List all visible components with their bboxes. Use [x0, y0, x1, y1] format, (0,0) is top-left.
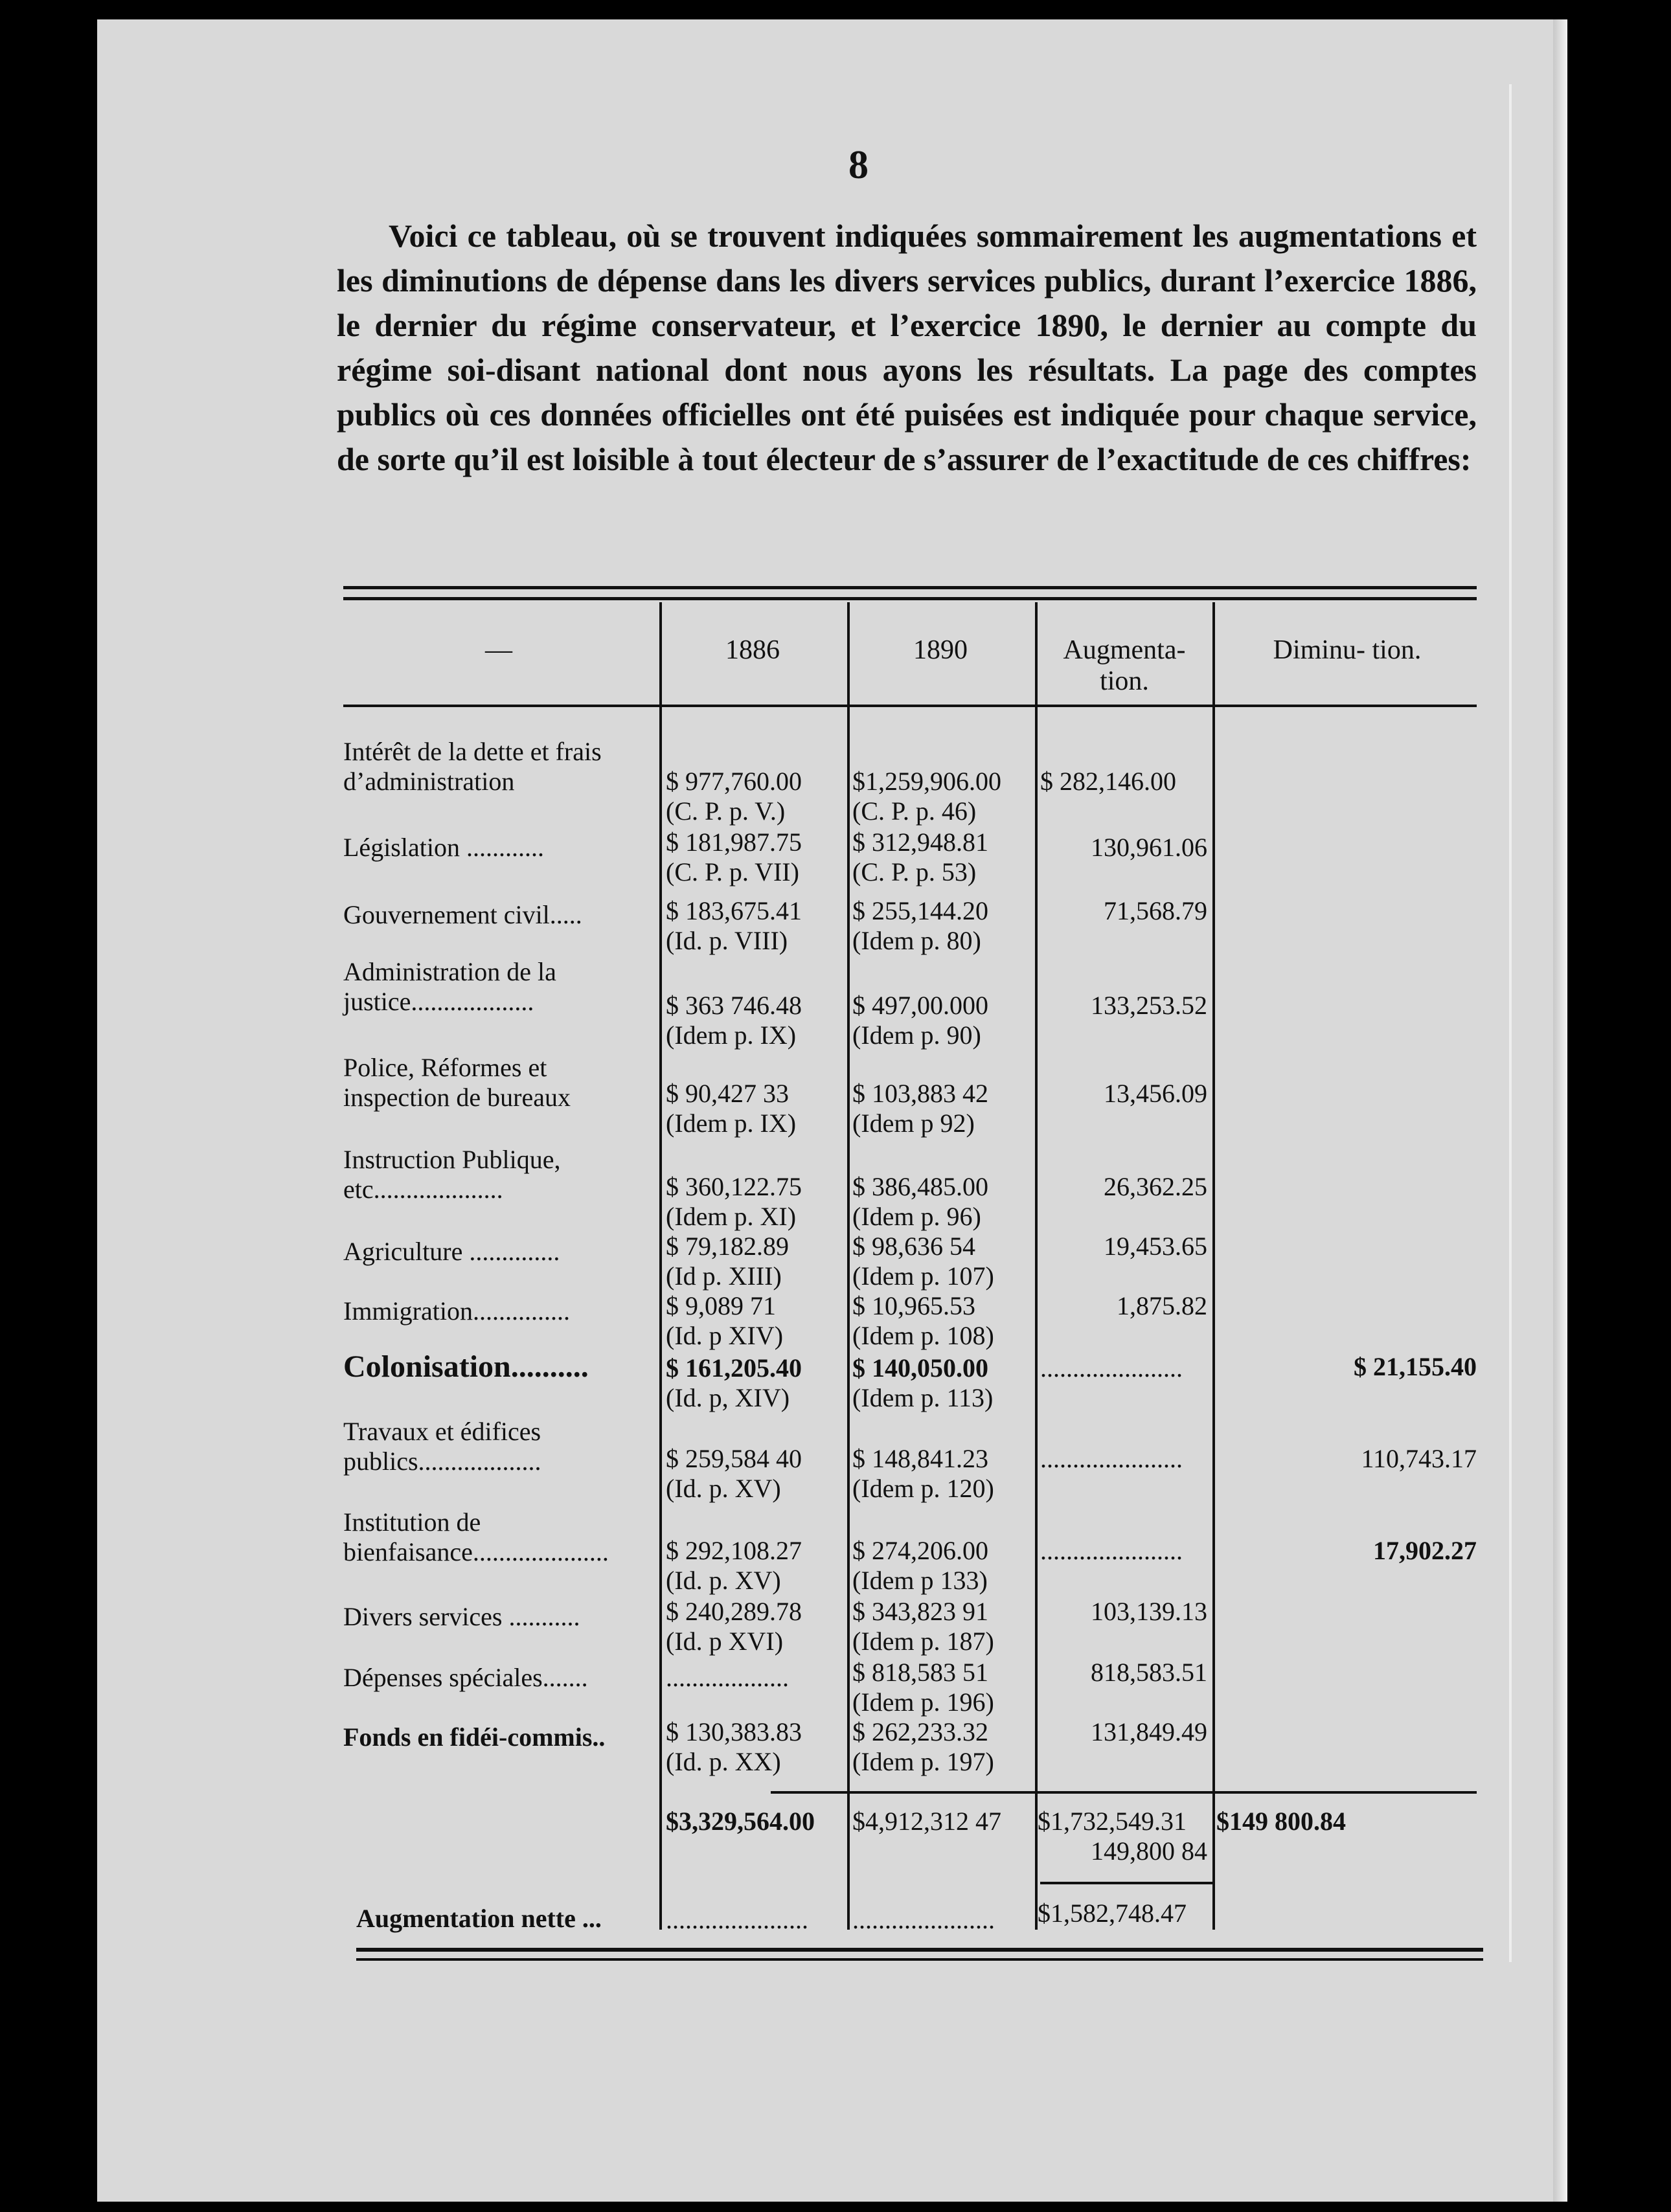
- cell-1890-ref: (Idem p. 96): [852, 1202, 981, 1231]
- cell-1890-ref: (Idem p 133): [852, 1566, 988, 1595]
- cell-1890-ref: (C. P. p. 46): [852, 796, 977, 826]
- cell-diminution: $ 21,155.40: [1354, 1352, 1477, 1381]
- total-1886: $3,329,564.00: [666, 1807, 815, 1836]
- row-label: Législation ............: [343, 833, 544, 862]
- cell-1886-ref: (Idem p. IX): [666, 1109, 797, 1138]
- cell-1886-ref: (Id. p. XX): [666, 1747, 781, 1776]
- cell-1886: $ 977,760.00: [666, 767, 802, 796]
- cell-augmentation: 131,849.49: [1091, 1717, 1207, 1746]
- cell-augmentation: 13,456.09: [1104, 1079, 1207, 1108]
- header-1890: 1890: [913, 635, 968, 665]
- column-divider: [659, 602, 662, 1930]
- cell-1886: $ 363 746.48: [666, 991, 802, 1020]
- cell-1886-ref: (Id. p. XV): [666, 1474, 781, 1503]
- cell-1886-ref: (C. P. p. VII): [666, 857, 799, 886]
- net-1886: ......................: [666, 1905, 808, 1934]
- cell-1890-ref: (Idem p. 90): [852, 1021, 981, 1050]
- total-1890: $4,912,312 47: [852, 1807, 1001, 1836]
- document-page: [97, 19, 1567, 2202]
- net-value: $1,582,748.47: [1038, 1899, 1187, 1928]
- cell-1886-ref: (Id p. XIII): [666, 1261, 782, 1291]
- total-augmentation: $1,732,549.31: [1038, 1807, 1187, 1836]
- row-label: Administration de la justice...................: [343, 957, 556, 1016]
- row-label: Institution de bienfaisance.....................: [343, 1507, 609, 1566]
- cell-1890: $1,259,906.00: [852, 767, 1001, 796]
- cell-1886: $ 161,205.40: [666, 1353, 802, 1382]
- cell-1886: $ 79,182.89: [666, 1232, 789, 1261]
- row-label: Agriculture ..............: [343, 1237, 560, 1266]
- column-divider: [1035, 602, 1038, 1930]
- row-label: Immigration...............: [343, 1296, 570, 1326]
- page-number: 8: [848, 143, 869, 187]
- totals-rule: [771, 1791, 1477, 1794]
- cell-1890-ref: (Idem p. 196): [852, 1687, 994, 1717]
- cell-1886: $ 181,987.75: [666, 828, 802, 857]
- cell-augmentation: ......................: [1040, 1444, 1183, 1473]
- table-top-rule-2: [343, 597, 1477, 600]
- cell-1886-ref: (Id. p. VIII): [666, 926, 788, 955]
- header-diminution: Diminu- tion.: [1273, 635, 1422, 665]
- cell-1890-ref: (Idem p. 113): [852, 1383, 994, 1412]
- header-rule: [343, 705, 1477, 707]
- cell-1886-ref: (C. P. p. V.): [666, 796, 786, 826]
- cell-1886: $ 360,122.75: [666, 1172, 802, 1201]
- fold-line: [1509, 84, 1512, 1962]
- cell-1886: $ 90,427 33: [666, 1079, 789, 1108]
- cell-1886-ref: (Id. p XIV): [666, 1321, 784, 1350]
- cell-augmentation: 19,453.65: [1104, 1232, 1207, 1261]
- cell-1890-ref: (Idem p. 187): [852, 1627, 994, 1656]
- page-edge: [1553, 19, 1567, 2202]
- cell-augmentation: 133,253.52: [1091, 991, 1207, 1020]
- cell-augmentation: 130,961.06: [1091, 833, 1207, 862]
- header-augmentation: Augmenta- tion.: [1063, 635, 1186, 696]
- cell-augmentation: ......................: [1040, 1536, 1183, 1565]
- row-label: Dépenses spéciales.......: [343, 1663, 588, 1692]
- cell-1890-ref: (Idem p. 107): [852, 1261, 994, 1291]
- cell-diminution: 110,743.17: [1361, 1444, 1477, 1473]
- cell-1886: $ 130,383.83: [666, 1717, 802, 1746]
- total-diminution: $149 800.84: [1216, 1807, 1346, 1836]
- cell-1890-ref: (Idem p. 197): [852, 1747, 994, 1776]
- table-top-rule: [343, 586, 1477, 589]
- cell-1886: ...................: [666, 1663, 789, 1692]
- cell-1886-ref: (Id. p XVI): [666, 1627, 784, 1656]
- cell-augmentation: 818,583.51: [1091, 1658, 1207, 1687]
- cell-1886-ref: (Id. p. XV): [666, 1566, 781, 1595]
- cell-1890: $ 148,841.23: [852, 1444, 988, 1473]
- cell-1890: $ 262,233.32: [852, 1717, 988, 1746]
- net-label: Augmentation nette ...: [356, 1904, 602, 1933]
- cell-augmentation: ......................: [1040, 1353, 1183, 1382]
- cell-1890: $ 497,00.000: [852, 991, 988, 1020]
- cell-1890-ref: (Idem p. 80): [852, 926, 981, 955]
- cell-1886: $ 259,584 40: [666, 1444, 802, 1473]
- cell-1886: $ 9,089 71: [666, 1291, 776, 1320]
- cell-1890-ref: (Idem p 92): [852, 1109, 975, 1138]
- column-divider: [847, 602, 850, 1930]
- cell-1890: $ 255,144.20: [852, 896, 988, 925]
- cell-1890: $ 140,050.00: [852, 1353, 988, 1382]
- cell-augmentation: 1,875.82: [1117, 1291, 1207, 1320]
- cell-1886-ref: (Idem p. XI): [666, 1202, 797, 1231]
- row-label: Police, Réformes et inspection de bureaux: [343, 1053, 571, 1112]
- header-1886: 1886: [725, 635, 780, 665]
- row-label: Intérêt de la dette et frais d’administration: [343, 737, 602, 796]
- cell-1890-ref: (Idem p. 120): [852, 1474, 994, 1503]
- cell-augmentation: 103,139.13: [1091, 1597, 1207, 1626]
- cell-1890: $ 103,883 42: [852, 1079, 988, 1108]
- row-label: Divers services ...........: [343, 1602, 580, 1631]
- net-rule: [1040, 1882, 1215, 1884]
- table-bottom-rule: [356, 1948, 1483, 1952]
- net-1890: ......................: [852, 1905, 995, 1934]
- cell-1886: $ 240,289.78: [666, 1597, 802, 1626]
- table-bottom-rule-2: [356, 1958, 1483, 1961]
- row-label: Colonisation..........: [343, 1349, 589, 1384]
- cell-1886: $ 292,108.27: [666, 1536, 802, 1565]
- cell-1886-ref: (Idem p. IX): [666, 1021, 797, 1050]
- cell-diminution: 17,902.27: [1373, 1536, 1477, 1565]
- cell-1890: $ 98,636 54: [852, 1232, 975, 1261]
- cell-augmentation: 71,568.79: [1104, 896, 1207, 925]
- cell-augmentation: 26,362.25: [1104, 1172, 1207, 1201]
- row-label: Instruction Publique, etc....................: [343, 1145, 561, 1204]
- cell-1890: $ 312,948.81: [852, 828, 988, 857]
- row-label: Gouvernement civil.....: [343, 900, 582, 929]
- cell-1890-ref: (C. P. p. 53): [852, 857, 977, 886]
- cell-augmentation: $ 282,146.00: [1040, 767, 1176, 796]
- cell-1890: $ 818,583 51: [852, 1658, 988, 1687]
- column-divider: [1212, 602, 1215, 1930]
- cell-1890: $ 343,823 91: [852, 1597, 988, 1626]
- total-augmentation-sub: 149,800 84: [1091, 1836, 1207, 1866]
- cell-1890: $ 386,485.00: [852, 1172, 988, 1201]
- intro-paragraph: Voici ce tableau, où se trouvent indiquées sommairement les augmentations et les diminutions de dépense dans les divers services publics, durant l’exercice 1886, le dernier du régime conservateur, et l’exercice 1890, le dernier au compte du régime soi-disant national dont nous ayons les résultats. La page des comptes publics où ces données officielles ont été puisées est indiquée pour chaque service, de sorte qu’il est loisible à tout électeur de s’assurer de l’exactitude de ces chiffres:: [337, 218, 1477, 477]
- row-label: Travaux et édifices publics...................: [343, 1417, 541, 1476]
- header-label: —: [485, 635, 512, 665]
- cell-1890-ref: (Idem p. 108): [852, 1321, 994, 1350]
- row-label: Fonds en fidéi-commis..: [343, 1722, 606, 1752]
- cell-1890: $ 274,206.00: [852, 1536, 988, 1565]
- cell-1886-ref: (Id. p, XIV): [666, 1383, 790, 1412]
- cell-1886: $ 183,675.41: [666, 896, 802, 925]
- cell-1890: $ 10,965.53: [852, 1291, 975, 1320]
